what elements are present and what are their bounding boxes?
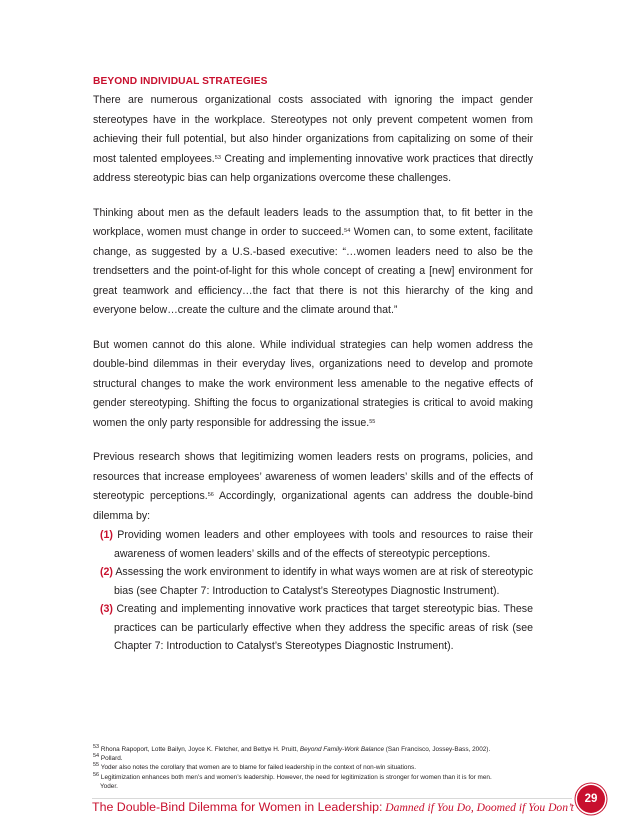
paragraph-4 (93, 448, 533, 526)
footnote-56 (93, 773, 533, 782)
list-item-number: (3) (100, 603, 113, 615)
footnote-ref-56: 56 (207, 492, 214, 498)
list-item-text: Assessing the work environment to identify in what ways women are at risk of stereotypic bias (see Chapter 7: Introduction to Catalyst’s Stereotypes Diagnostic Instrument). (112, 566, 533, 597)
footer-divider (92, 798, 572, 799)
paragraph-3 (93, 336, 533, 434)
footnote-ref-54: 54 (344, 228, 351, 234)
list-item-number: (1) (100, 529, 113, 541)
paragraph-2 (93, 204, 533, 321)
paragraph-4-text-cont: Accordingly, organizational agents can address the double-bind dilemma by: (93, 490, 533, 522)
footer-title: The Double-Bind Dilemma for Women in Leadership: (92, 800, 383, 814)
paragraph-3-text: But women cannot do this alone. While individual strategies can help women address the double-bind dilemmas in their everyday lives, organizations need to develop and promote structural changes to make the work environment less amenable to the negative effects of gender stereotyping. Shifting the focus to organizational strategies is critical to avoid making women the only party responsible for addressing the issue. (93, 338, 533, 429)
footnote-ref-55: 55 (369, 418, 376, 425)
footnote-56-continued: Yoder. (100, 782, 118, 790)
running-footer (92, 800, 574, 814)
paragraph-1-text-cont: Creating and implementing innovative work practices that directly address stereotypic bias can help organizations overcome these challenges. (93, 152, 533, 184)
footer-subtitle: Damned if You Do, Doomed if You Don’t (382, 801, 574, 814)
paragraph-2-text-cont: Women can, to some extent, facilitate change, as suggested by a U.S.-based executive: “…women leaders need to also be the trendsetters and the point-of-light for this whole concept of creating a [new] environment for great teamwork and efficiency…the fact that there is not this hierarchy of the king and everyone below…create the culture and the climate around that.” (93, 226, 533, 316)
footnote-text: Yoder also notes the corollary that women are to blame for failed leadership in the context of non-win situations. (99, 764, 417, 772)
paragraph-4-text: Previous research shows that legitimizing women leaders rests on programs, policies, and resources that increase employees’ awareness of women leaders’ skills and of the effects of stereotypic perceptions. (93, 451, 533, 502)
page-number-badge (577, 785, 605, 813)
footnote-54 (93, 754, 533, 763)
list-item (93, 600, 533, 656)
footnote-number: 54 (93, 753, 100, 760)
footnote-text: Rhona Rapoport, Lotte Bailyn, Joyce K. Fletcher, and Bettye H. Pruitt, (99, 746, 300, 753)
section-heading: BEYOND INDIVIDUAL STRATEGIES (93, 76, 268, 87)
footnote-number: 56 (93, 771, 100, 778)
footnote-book-title: Beyond Family-Work Balance (299, 746, 385, 753)
list-item (93, 526, 533, 563)
footnotes (93, 745, 533, 791)
strategy-list (93, 526, 533, 656)
list-item (93, 563, 533, 600)
list-item-text: Providing women leaders and other employees with tools and resources to raise their awareness of women leaders’ skills and of the effects of stereotypic perceptions. (112, 529, 533, 560)
paragraph-2-text: Thinking about men as the default leaders leads to the assumption that, to fit better in the workplace, women must change in order to succeed. (93, 206, 533, 238)
footnote-text: Legitimization enhances both men’s and women’s leadership. However, the need for legitimization is stronger for women than it is for men. (99, 773, 492, 781)
footnote-number: 55 (93, 762, 100, 769)
footnote-number: 53 (93, 744, 100, 750)
footnote-55 (93, 763, 533, 772)
paragraph-1 (93, 91, 533, 189)
footnote-ref-53: 53 (214, 154, 221, 161)
list-item-number: (2) (100, 566, 113, 578)
paragraph-1-text: There are numerous organizational costs associated with ignoring the impact gender stereotypes have in the workplace. Stereotypes not only prevent competent women from achieving their full potential, but also hinder organizations from capitalizing on some of their most talented employees. (93, 94, 533, 165)
page-content (93, 74, 533, 656)
footnote-53 (93, 745, 533, 754)
page-number: 29 (584, 793, 598, 805)
footnote-text-cont: (San Francisco, Jossey-Bass, 2002). (384, 746, 491, 753)
list-item-text: Creating and implementing innovative work practices that target stereotypic bias. These practices can be particularly effective when they address the specific areas of risk (see Chapter 7: Introduction to Catalyst’s Stereotypes Diagnostic Instrument). (112, 603, 533, 652)
footnote-text: Pollard. (99, 755, 123, 763)
